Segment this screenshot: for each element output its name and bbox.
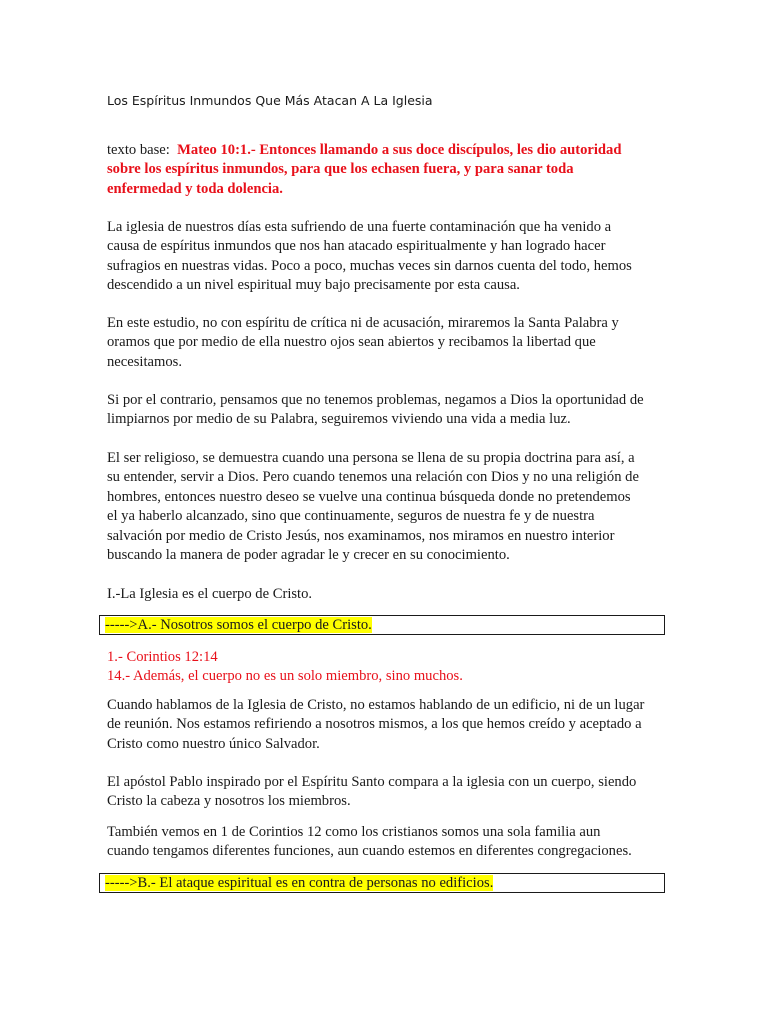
highlight-box-b: [99, 873, 665, 893]
paragraph-line: buscando la manera de poder agradar le y crecer en su conocimiento.: [107, 547, 510, 564]
base-text-line-1: [107, 141, 667, 160]
paragraph-line: También vemos en 1 de Corintios 12 como los cristianos somos una sola familia aun: [107, 824, 601, 840]
reference-line: 14.- Además, el cuerpo no es un solo miembro, sino muchos.: [107, 668, 463, 685]
paragraph-line: La iglesia de nuestros días esta sufriendo de una fuerte contaminación que ha venido a: [107, 219, 612, 235]
paragraph-line: el ya haberlo alcanzado, sino que continuamente, seguros de nuestra fe y de nuestra: [107, 508, 595, 525]
reference-line: 1.- Corintios 12:14: [107, 649, 218, 665]
paragraph-line: su entender, servir a Dios. Pero cuando tenemos una relación con Dios y no una religión de: [107, 469, 639, 486]
base-verse-line: enfermedad y toda dolencia.: [107, 180, 283, 197]
base-verse-line: Mateo 10:1.- Entonces llamando a sus doce discípulos, les dio autoridad: [177, 142, 622, 158]
highlight-box-a: [99, 615, 665, 635]
highlight-text-b: ----->B.- El ataque espiritual es en contra de personas no edificios.: [105, 875, 494, 891]
base-verse-line: sobre los espíritus inmundos, para que los echasen fuera, y para sanar toda: [107, 161, 574, 178]
highlight-text-a: ----->A.- Nosotros somos el cuerpo de Cristo.: [105, 617, 372, 633]
paragraph-line: El apóstol Pablo inspirado por el Espíritu Santo compara a la iglesia con un cuerpo, siendo: [107, 774, 637, 790]
paragraph-line: descendido a un nivel espiritual muy bajo precisamente por esta causa.: [107, 277, 520, 294]
paragraph-church: [107, 696, 667, 754]
paragraph-contamination: [107, 218, 667, 296]
paragraph-line: necesitamos.: [107, 353, 182, 370]
paragraph-line: causa de espíritus inmundos que nos han atacado espiritualmente y han logrado hacer: [107, 238, 606, 255]
paragraph-line: salvación por medio de Cristo Jesús, nos examinamos, nos miramos en nuestro interior: [107, 527, 615, 544]
paragraph-line: Cristo la cabeza y nosotros los miembros.: [107, 793, 351, 810]
paragraph-family: [107, 823, 667, 862]
paragraph-line: cuando tengamos diferentes funciones, aun cuando estemos en diferentes congregaciones.: [107, 843, 632, 860]
base-text-block: [107, 141, 667, 199]
base-text-label: texto base:: [107, 142, 170, 158]
paragraph-line: Cristo como nuestro único Salvador.: [107, 735, 320, 752]
document-title: Los Espíritus Inmundos Que Más Atacan A La Iglesia: [107, 93, 433, 108]
paragraph-line: Cuando hablamos de la Iglesia de Cristo, no estamos hablando de un edificio, ni de un lugar: [107, 697, 645, 713]
paragraph-line: El ser religioso, se demuestra cuando una persona se llena de su propia doctrina para así, a: [107, 450, 635, 466]
paragraph-line: de reunión. Nos estamos refiriendo a nosotros mismos, a los que hemos creído y aceptado a: [107, 716, 642, 733]
paragraph-contrary: [107, 391, 667, 430]
paragraph-line: Si por el contrario, pensamos que no tenemos problemas, negamos a Dios la oportunidad de: [107, 392, 644, 408]
paragraph-study: [107, 314, 667, 372]
paragraph-religious: [107, 449, 667, 565]
paragraph-line: oramos que por medio de ella nuestro ojos sean abiertos y recibamos la libertad que: [107, 334, 596, 351]
paragraph-line: hombres, entonces nuestro deseo se vuelve una continua búsqueda donde no pretendemos: [107, 488, 631, 505]
paragraph-apostle: [107, 773, 667, 812]
paragraph-line: limpiarnos por medio de su Palabra, seguiremos viviendo una vida a media luz.: [107, 411, 571, 428]
paragraph-line: sufragios en nuestras vidas. Poco a poco, muchas veces sin darnos cuenta del todo, hemos: [107, 257, 632, 274]
scripture-reference: [107, 648, 667, 687]
section-heading: [107, 585, 667, 604]
paragraph-line: En este estudio, no con espíritu de crítica ni de acusación, miraremos la Santa Palabra y: [107, 315, 619, 331]
section-heading-text: I.-La Iglesia es el cuerpo de Cristo.: [107, 586, 313, 602]
